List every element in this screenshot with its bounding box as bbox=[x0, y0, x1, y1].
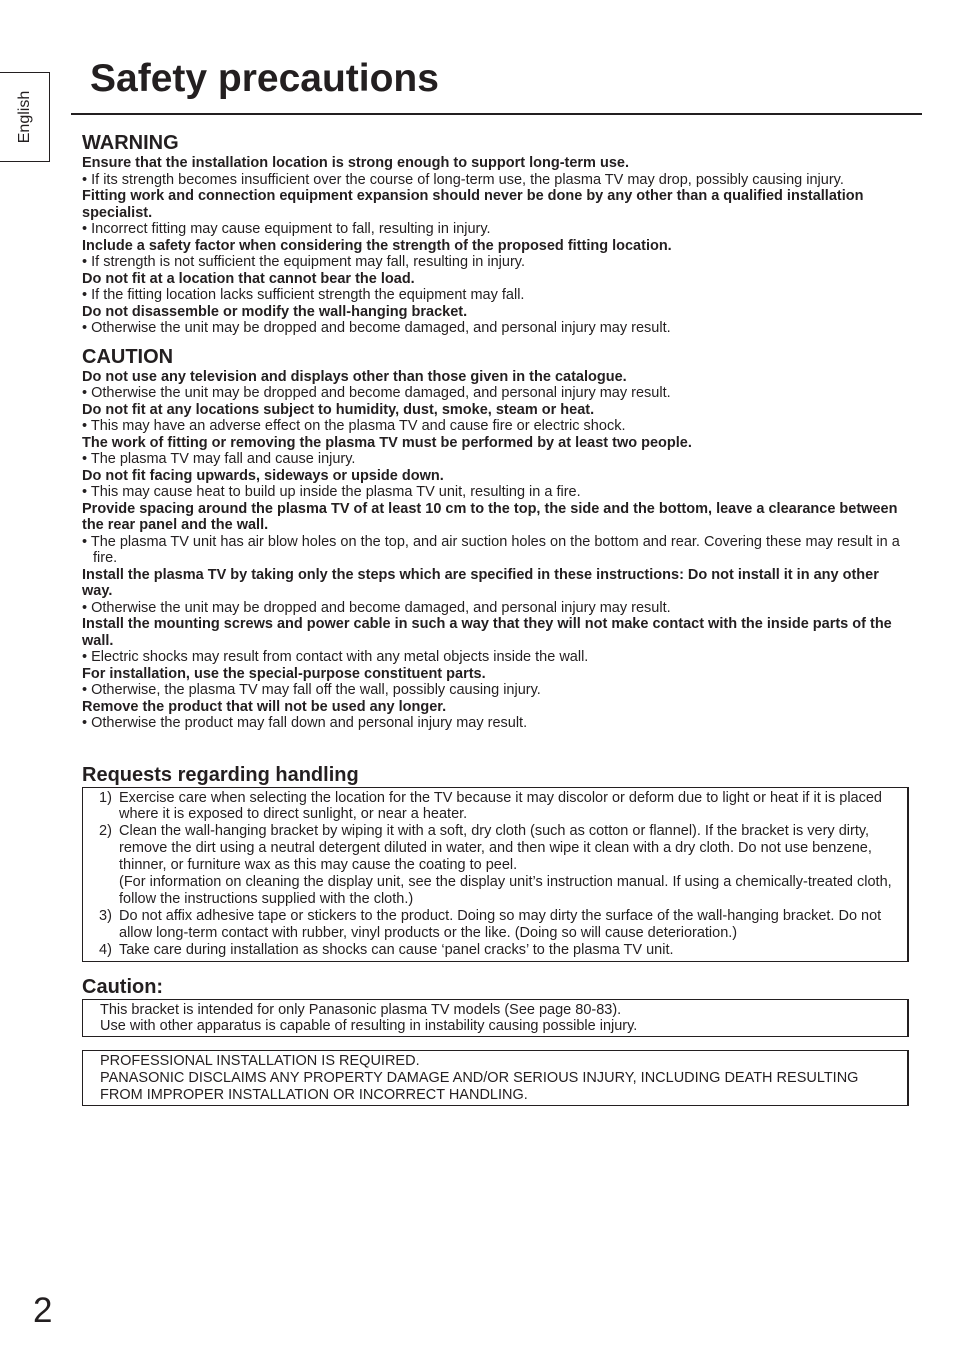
handling-item-main: Clean the wall-hanging bracket by wiping it with a soft, dry cloth (such as cotton or flannel). If the bracket is very dirty, remove the dirt using a neutral detergent diluted in water, and then wipe it clean with a dry cloth. Do not use benzene, thinner, or furniture wax as this may cause the coating to peel. bbox=[119, 823, 872, 874]
caution-list bbox=[82, 369, 902, 732]
warning-item bbox=[82, 188, 902, 238]
caution-item-body: • The plasma TV unit has air blow holes on the top, and air suction holes on the bottom and rear. Covering these may result in a fire. bbox=[82, 533, 900, 566]
handling-item-number: 3) bbox=[99, 907, 112, 924]
caution-item-head: Remove the product that will not be used any longer. bbox=[82, 698, 447, 715]
handling-item-extra: (For information on cleaning the display unit, see the display unit’s instruction manual. If using a chemically-treated cloth, follow the instructions supplied with the cloth.) bbox=[119, 874, 892, 907]
handling-item bbox=[99, 823, 903, 908]
warning-item-head: Ensure that the installation location is strong enough to support long-term use. bbox=[82, 155, 629, 171]
handling-item-text: Exercise care when selecting the location for the TV because it may discolor or deform due to light or heat if it is placed where it is exposed to direct sunlight, or near a heater. bbox=[119, 789, 882, 823]
caution-item-head: Do not use any television and displays other than those given in the catalogue. bbox=[82, 368, 627, 385]
caution-item-head: Do not fit facing upwards, sideways or upside down. bbox=[82, 467, 444, 484]
caution-item bbox=[82, 435, 902, 468]
professional-notice-line: PROFESSIONAL INSTALLATION IS REQUIRED. bbox=[100, 1053, 420, 1070]
caution-item-head: The work of fitting or removing the plasma TV must be performed by at least two people. bbox=[82, 434, 692, 451]
warning-item-head: Do not fit at a location that cannot bear the load. bbox=[82, 270, 415, 287]
caution-item-body: • Otherwise, the plasma TV may fall off the wall, possibly causing injury. bbox=[82, 682, 541, 698]
caution-item bbox=[82, 501, 902, 567]
professional-notice-line: PANASONIC DISCLAIMS ANY PROPERTY DAMAGE AND/OR SERIOUS INJURY, INCLUDING DEATH RESULTING FROM IMPROPER INSTALLATION OR INCORRECT HANDLING. bbox=[100, 1070, 859, 1104]
caution-item bbox=[82, 567, 902, 617]
handling-item-text: Do not affix adhesive tape or stickers to the product. Doing so may dirty the surface of the wall-hanging bracket. Do not allow long-term contact with rubber, vinyl products or the like. (Doing so will cause deterioration.) bbox=[119, 907, 882, 941]
caution-item bbox=[82, 699, 902, 732]
page-title: Safety precautions bbox=[90, 57, 439, 100]
warning-list bbox=[82, 155, 902, 337]
caution-item-head: Provide spacing around the plasma TV of at least 10 cm to the top, the side and the bottom, leave a clearance between the rear panel and the wall. bbox=[82, 500, 898, 533]
section-spacer bbox=[82, 732, 902, 763]
box-spacer bbox=[82, 1037, 902, 1050]
caution-item-body: • The plasma TV may fall and cause injury. bbox=[82, 451, 356, 467]
caution-note-box bbox=[82, 999, 909, 1038]
caution-item-head: Do not fit at any locations subject to humidity, dust, smoke, steam or heat. bbox=[82, 401, 595, 418]
handling-item bbox=[99, 790, 903, 824]
warning-item bbox=[82, 238, 902, 271]
warning-item-head: Do not disassemble or modify the wall-hanging bracket. bbox=[82, 303, 468, 320]
page-number: 2 bbox=[33, 1291, 53, 1330]
warning-item-head: Include a safety factor when considering the strength of the proposed fitting location. bbox=[82, 237, 672, 254]
caution-item bbox=[82, 666, 902, 699]
caution-heading: CAUTION bbox=[82, 345, 174, 368]
warning-item-body: • Incorrect fitting may cause equipment to fall, resulting in injury. bbox=[82, 221, 491, 237]
caution-note-heading: Caution: bbox=[82, 975, 164, 998]
handling-heading: Requests regarding handling bbox=[82, 763, 359, 786]
warning-item bbox=[82, 271, 902, 304]
language-tab bbox=[0, 72, 50, 162]
caution-item bbox=[82, 616, 902, 666]
handling-box bbox=[82, 787, 909, 962]
caution-item-body: • This may have an adverse effect on the plasma TV and cause fire or electric shock. bbox=[82, 418, 626, 434]
main-content bbox=[82, 131, 902, 1106]
caution-item-body: • Otherwise the unit may be dropped and become damaged, and personal injury may result. bbox=[82, 385, 671, 401]
caution-note-line: Use with other apparatus is capable of resulting in instability causing possible injury. bbox=[100, 1018, 638, 1035]
warning-item-body: • Otherwise the unit may be dropped and become damaged, and personal injury may result. bbox=[82, 320, 671, 336]
handling-item-text: Take care during installation as shocks can cause ‘panel cracks’ to the plasma TV unit. bbox=[119, 941, 674, 958]
caution-item-head: For installation, use the special-purpose constituent parts. bbox=[82, 665, 486, 682]
caution-item-body: • Electric shocks may result from contact with any metal objects inside the wall. bbox=[82, 649, 589, 665]
warning-item-body: • If its strength becomes insufficient over the course of long-term use, the plasma TV may drop, possibly causing injury. bbox=[82, 171, 844, 188]
warning-item bbox=[82, 304, 902, 337]
caution-item-body: • Otherwise the unit may be dropped and become damaged, and personal injury may result. bbox=[82, 599, 671, 616]
language-label: English bbox=[15, 90, 33, 144]
handling-item bbox=[99, 908, 903, 942]
handling-item-number: 2) bbox=[99, 823, 112, 840]
handling-item-number: 1) bbox=[99, 789, 112, 806]
handling-item-text bbox=[119, 823, 903, 908]
title-rule bbox=[71, 113, 922, 115]
warning-item bbox=[82, 155, 902, 188]
professional-notice-box bbox=[82, 1050, 909, 1106]
warning-item-head: Fitting work and connection equipment expansion should never be done by any other than a qualified installation specialist. bbox=[82, 188, 864, 221]
caution-item-body: • This may cause heat to build up inside the plasma TV unit, resulting in a fire. bbox=[82, 484, 581, 500]
caution-item bbox=[82, 369, 902, 402]
warning-item-body: • If strength is not sufficient the equipment may fall, resulting in injury. bbox=[82, 254, 525, 270]
caution-item-body: • Otherwise the product may fall down and personal injury may result. bbox=[82, 715, 528, 731]
handling-item bbox=[99, 942, 903, 959]
caution-item-head: Install the plasma TV by taking only the steps which are specified in these instructions: Do not install it in any other way. bbox=[82, 566, 879, 599]
caution-item bbox=[82, 468, 902, 501]
warning-item-body: • If the fitting location lacks sufficient strength the equipment may fall. bbox=[82, 287, 525, 303]
caution-item bbox=[82, 402, 902, 435]
caution-item-head: Install the mounting screws and power cable in such a way that they will not make contact with the inside parts of the wall. bbox=[82, 616, 892, 649]
warning-heading: WARNING bbox=[82, 132, 179, 154]
handling-item-number: 4) bbox=[99, 941, 112, 958]
caution-note-line: This bracket is intended for only Panasonic plasma TV models (See page 80-83). bbox=[100, 1001, 622, 1018]
